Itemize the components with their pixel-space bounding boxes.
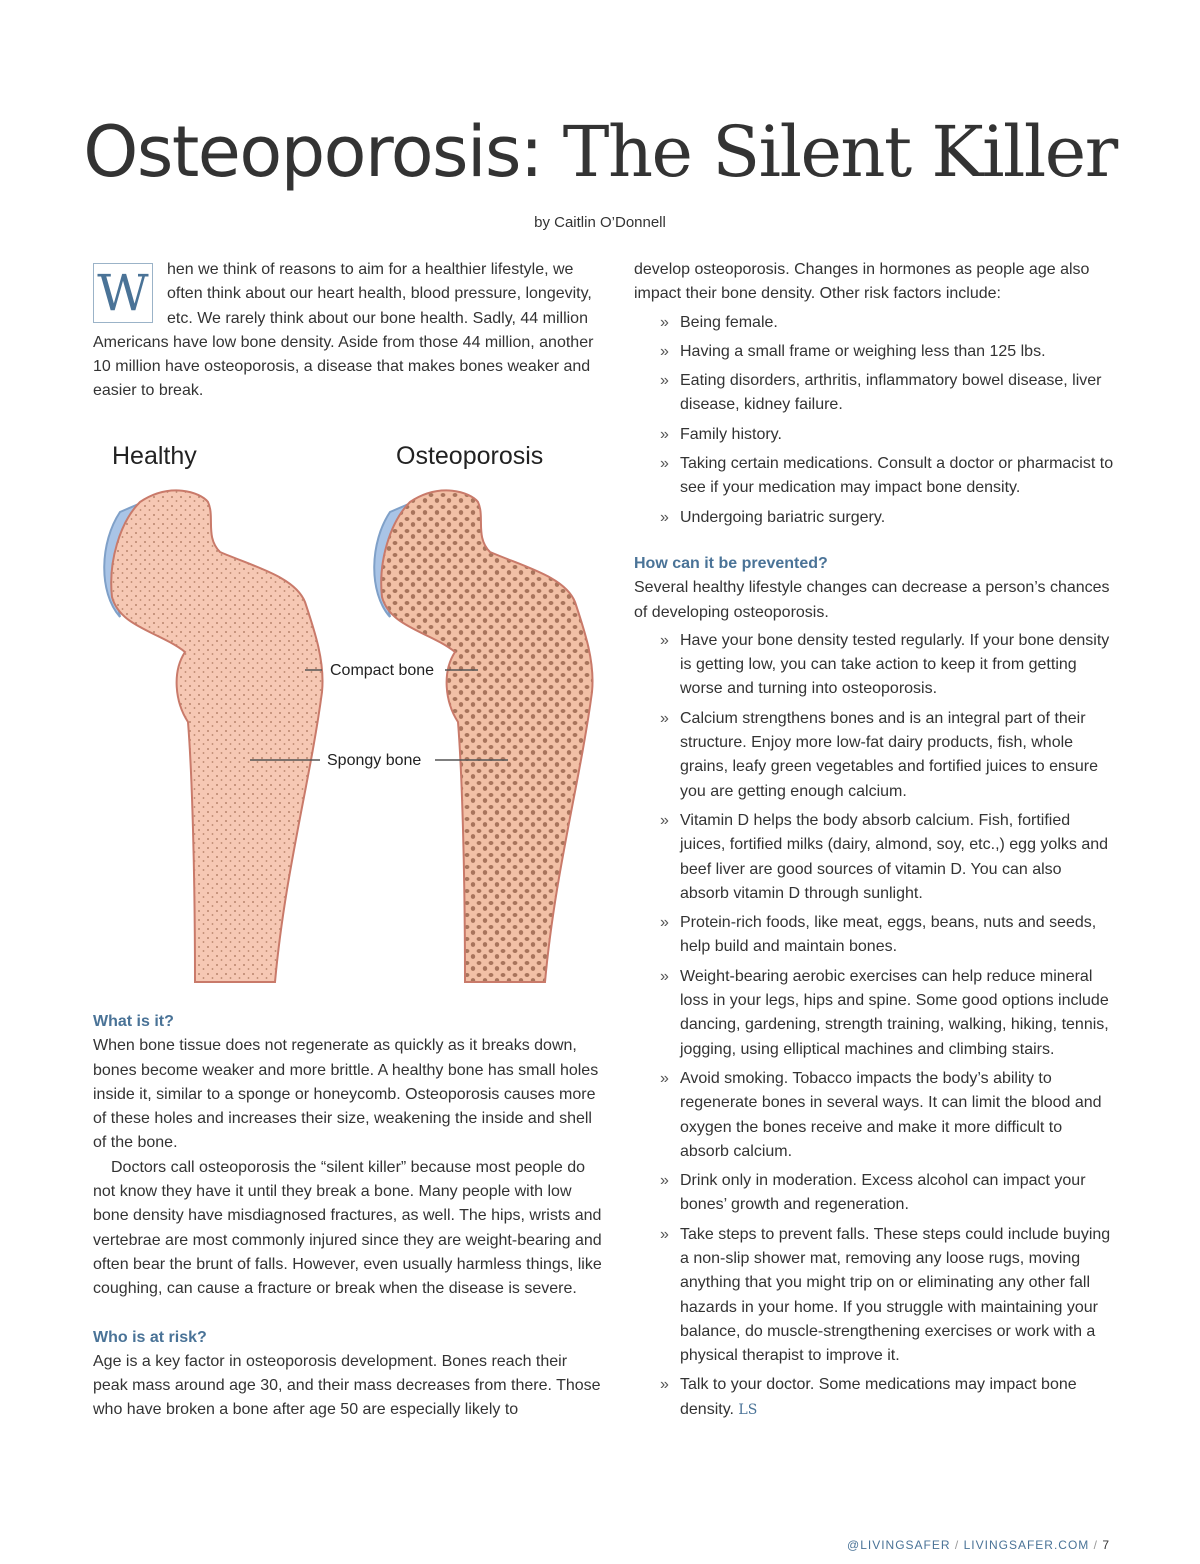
what-paragraph-2: Doctors call osteoporosis the “silent killer” because most people do not know they have it until they break a bone. Many people with low bone density have misdiagnosed fractures, as well. The hips, wrists and vertebrae are most commonly injured since they are weight-bearing and often bear the brunt of falls. However, even usually harmless things, like coughing, can cause a fracture or break when the disease is severe. — [93, 1158, 602, 1298]
bullet-glyph: » — [660, 811, 669, 829]
healthy-bone — [111, 490, 322, 982]
bullet-glyph: » — [660, 631, 669, 649]
list-item-text: Calcium strengthens bones and is an integral part of their structure. Enjoy more low-fat dairy products, fish, whole grains, leafy green vegetables and fortified juices to ensure you are getting enough calcium. — [680, 709, 1099, 800]
bullet-glyph: » — [660, 709, 669, 727]
page-number: 7 — [1102, 1538, 1110, 1552]
list-item — [634, 369, 1114, 418]
risk-paragraph-1: Age is a key factor in osteoporosis development. Bones reach their peak mass around age 30, and their mass decreases from there. Those who have broken a bone after age 50 are especially likely to — [93, 1352, 601, 1419]
bullet-glyph: » — [660, 1069, 669, 1087]
bullet-glyph: » — [660, 372, 669, 390]
byline: by Caitlin O’Donnell — [534, 214, 666, 231]
footer-handle: @LIVINGSAFER — [847, 1538, 951, 1552]
end-mark-logo: LS — [738, 1401, 758, 1418]
list-item — [634, 423, 1114, 447]
left-column-lower — [93, 1010, 605, 1423]
what-paragraph-1: When bone tissue does not regenerate as quickly as it breaks down, bones become weaker and more brittle. A healthy bone has small holes inside it, similar to a sponge or honeycomb. Osteoporosis causes more of these holes and increases their size, weakening the inside and shell of the bone. — [93, 1037, 599, 1152]
prevention-list — [634, 629, 1114, 1422]
list-item-text: Have your bone density tested regularly. If your bone density is getting low, you can take action to keep it from getting worse and turning into osteoporosis. — [680, 631, 1110, 698]
compact-bone-label: Compact bone — [330, 662, 435, 679]
list-item — [634, 311, 1114, 335]
right-column — [634, 258, 1114, 1427]
title-part1: Osteoporosis: — [83, 111, 543, 193]
bullet-glyph: » — [660, 342, 669, 360]
bullet-glyph: » — [660, 1225, 669, 1243]
list-item-text: Eating disorders, arthritis, inflammatory bowel disease, liver disease, kidney failure. — [680, 372, 1102, 414]
list-item-text: Vitamin D helps the body absorb calcium. Fish, fortified juices, fortified milks (dairy, almond, soy, etc.,) egg yolks and beef liver are good sources of vitamin D. You can also absorb vitamin D through sunlight. — [680, 811, 1109, 902]
list-item — [634, 452, 1114, 501]
list-item-text: Weight-bearing aerobic exercises can help reduce mineral loss in your legs, hips and spine. Some good options include dancing, gardening, strength training, walking, hiking, tennis, jogging, using elliptical machines and climbing stairs. — [680, 967, 1109, 1058]
page-footer — [847, 1538, 1110, 1552]
prevent-heading: How can it be prevented? — [634, 554, 828, 572]
osteoporosis-label: Osteoporosis — [396, 442, 544, 470]
list-item-text: Take steps to prevent falls. These steps could include buying a non-slip shower mat, removing any loose rugs, moving anything that you might trip on or eliminating any other fall hazards in your home. If you struggle with maintaining your balance, do muscle-strengthening exercises or work with a physical therapist to improve it. — [680, 1225, 1111, 1365]
bullet-glyph: » — [660, 967, 669, 985]
left-column — [93, 258, 605, 404]
spongy-bone-label: Spongy bone — [327, 752, 422, 769]
drop-cap: W — [93, 263, 153, 323]
list-item — [634, 911, 1114, 960]
list-item-text: Undergoing bariatric surgery. — [680, 508, 886, 526]
healthy-label: Healthy — [112, 442, 197, 470]
bone-illustration — [80, 432, 620, 992]
list-item-text: Being female. — [680, 313, 778, 331]
list-item — [634, 1067, 1114, 1164]
intro-text: hen we think of reasons to aim for a healthier lifestyle, we often think about our heart health, blood pressure, longevity, etc. We rarely think about our bone health. Sadly, 44 million Americans have low bone density. Aside from those 44 million, another 10 million have osteoporosis, a disease that makes bones weaker and easier to break. — [93, 261, 594, 400]
list-item — [634, 629, 1114, 702]
list-item — [634, 965, 1114, 1062]
list-item-text: Drink only in moderation. Excess alcohol can impact your bones’ growth and regeneration. — [680, 1172, 1086, 1214]
risk-factor-list — [634, 311, 1114, 530]
list-item-text: Avoid smoking. Tobacco impacts the body’s ability to regenerate bones in several ways. It can limit the blood and oxygen the bones receive and make it more difficult to absorb calcium. — [680, 1069, 1102, 1160]
page-title — [0, 110, 1200, 194]
list-item-text: Having a small frame or weighing less than 125 lbs. — [680, 342, 1046, 360]
bullet-glyph: » — [660, 914, 669, 932]
footer-site: LIVINGSAFER.COM — [963, 1538, 1090, 1552]
risk-heading: Who is at risk? — [93, 1328, 207, 1346]
list-item-text: Taking certain medications. Consult a doctor or pharmacist to see if your medication may impact bone density. — [680, 455, 1114, 497]
bullet-glyph: » — [660, 1172, 669, 1190]
bullet-glyph: » — [660, 313, 669, 331]
title-part2: The Silent Killer — [562, 111, 1117, 193]
prevent-paragraph: Several healthy lifestyle changes can decrease a person’s chances of developing osteoporosis. — [634, 579, 1110, 621]
list-item — [634, 340, 1114, 364]
list-item — [634, 707, 1114, 804]
list-item — [634, 1223, 1114, 1369]
bullet-glyph: » — [660, 508, 669, 526]
bullet-glyph: » — [660, 425, 669, 443]
footer-separator: / — [1093, 1538, 1098, 1552]
osteo-bone — [381, 490, 592, 982]
risk-paragraph-2: develop osteoporosis. Changes in hormones as people age also impact their bone density. Other risk factors include: — [634, 261, 1090, 303]
footer-separator: / — [954, 1538, 960, 1552]
what-heading: What is it? — [93, 1013, 174, 1030]
list-item-text: Protein-rich foods, like meat, eggs, beans, nuts and seeds, help build and maintain bones. — [680, 914, 1097, 956]
list-item — [634, 1169, 1114, 1218]
list-item — [634, 1373, 1114, 1422]
list-item-text: Family history. — [680, 425, 782, 443]
list-item — [634, 506, 1114, 530]
bullet-glyph: » — [660, 455, 669, 473]
intro-paragraph — [93, 258, 605, 404]
list-item — [634, 809, 1114, 906]
bullet-glyph: » — [660, 1376, 669, 1394]
list-item-text: Talk to your doctor. Some medications may impact bone density. — [680, 1376, 1077, 1418]
